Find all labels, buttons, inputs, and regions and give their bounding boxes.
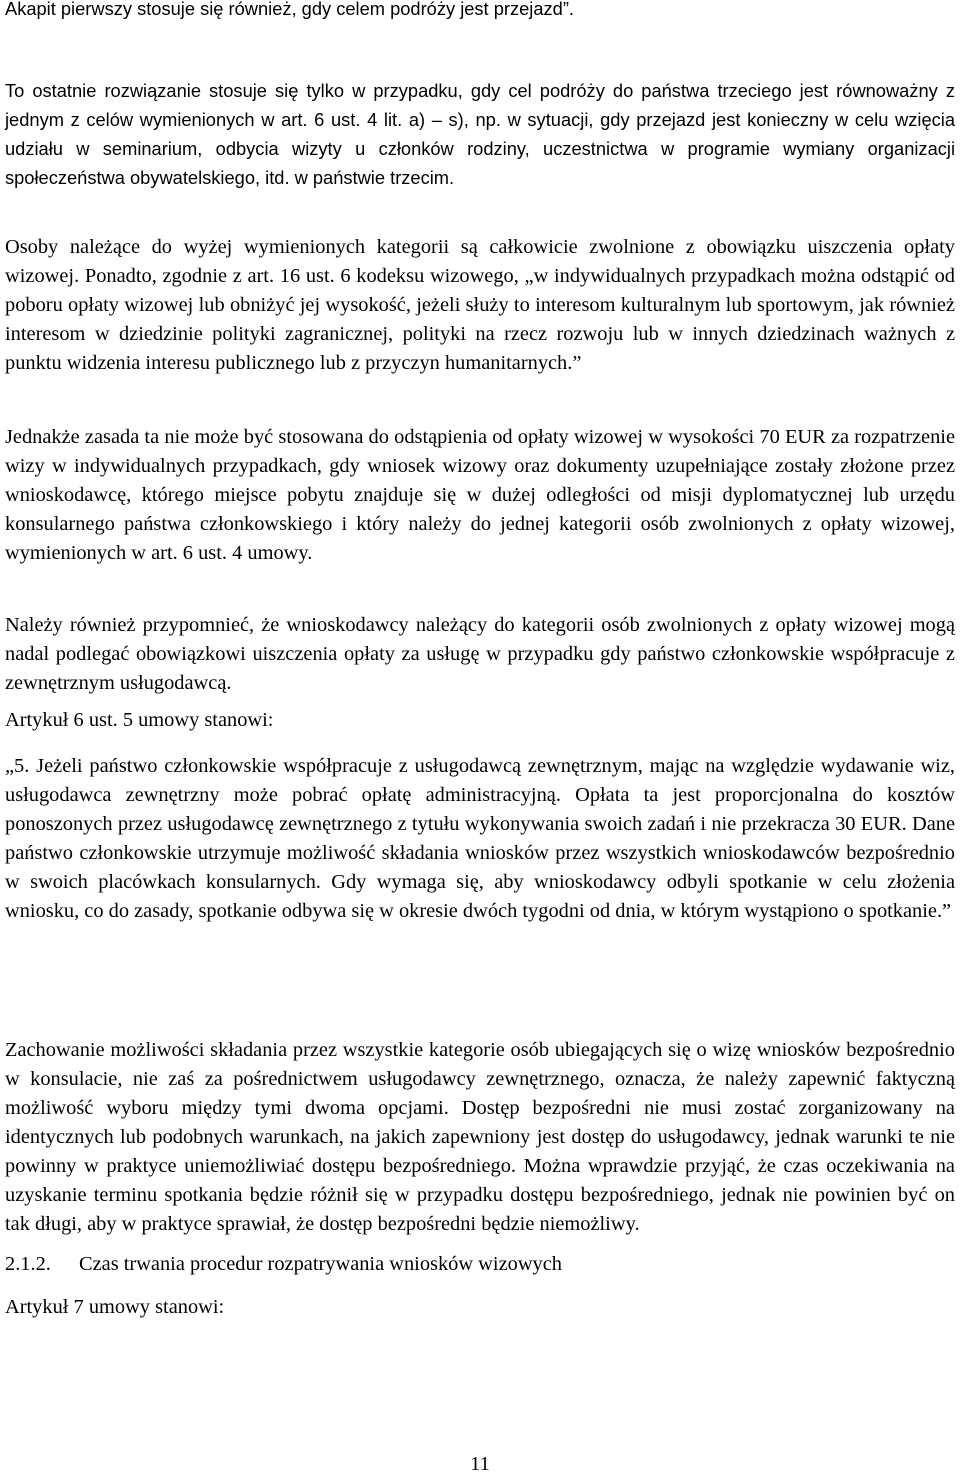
- paragraph-direct-access: Zachowanie możliwości składania przez wszystkie kategorie osób ubiegających się o wizę wniosków bezpośrednio w konsulacie, nie zaś za pośrednictwem usługodawcy zewnętrznego, oznacza, że należy zapewnić faktyczną możliwość wyboru między tymi dwoma opcjami. Dostęp bezpośredni nie musi zostać zorganizowany na identycznych lub podobnych warunkach, na jakich zapewniony jest dostęp do usługodawcy, jednak warunki te nie powinny w praktyce uniemożliwiać dostępu bezpośredniego. Można wprawdzie przyjąć, że czas oczekiwania na uzyskanie terminu spotkania będzie różnił się w przypadku dostępu bezpośredniego, jednak nie powinien być on tak długi, aby w praktyce sprawiał, że dostęp bezpośredni będzie niemożliwy.: [5, 1039, 955, 1235]
- paragraph-article-6-intro: Artykuł 6 ust. 5 umowy stanowi:: [5, 709, 274, 731]
- section-heading: [5, 1250, 955, 1279]
- paragraph-article-7-intro: Artykuł 7 umowy stanowi:: [5, 1296, 225, 1318]
- paragraph-service-fee: Należy również przypomnieć, że wnioskodawcy należący do kategorii osób zwolnionych z opłaty wizowej mogą nadal podlegać obowiązkowi uiszczenia opłaty za usługę w przypadku gdy państwo członkowskie współpracuje z zewnętrznym usługodawcą.: [5, 614, 955, 694]
- section-number: 2.1.2.: [5, 1253, 51, 1275]
- page-number: 11: [470, 1453, 490, 1475]
- paragraph-fee-exemption: Osoby należące do wyżej wymienionych kategorii są całkowicie zwolnione z obowiązku uiszczenia opłaty wizowej. Ponadto, zgodnie z art. 16 ust. 6 kodeksu wizowego, „w indywidualnych przypadkach można odstąpić od poboru opłaty wizowej lub obniżyć jej wysokość, jeżeli służy to interesom kulturalnym lub sportowym, jak również interesom w dziedzinie polityki zagranicznej, polityki na rzecz rozwoju lub w innych dziedzinach ważnych z punktu widzenia interesu publicznego lub z przyczyn humanitarnych.”: [5, 236, 955, 374]
- section-title: Czas trwania procedur rozpatrywania wniosków wizowych: [79, 1253, 562, 1275]
- paragraph-travel-purpose: To ostatnie rozwiązanie stosuje się tylko w przypadku, gdy cel podróży do państwa trzeciego jest równoważny z jednym z celów wymienionych w art. 6 ust. 4 lit. a) – s), np. w sytuacji, gdy przejazd jest konieczny w celu wzięcia udziału w seminarium, odbycia wizyty u członków rodziny, uczestnictwa w programie wymiany organizacji społeczeństwa obywatelskiego, itd. w państwie trzecim.: [5, 80, 955, 188]
- paragraph-transit-clause: Akapit pierwszy stosuje się również, gdy celem podróży jest przejazd”.: [5, 0, 574, 19]
- paragraph-fee-waiver-limit: Jednakże zasada ta nie może być stosowana do odstąpienia od opłaty wizowej w wysokości 70 EUR za rozpatrzenie wizy w indywidualnych przypadkach, gdy wniosek wizowy oraz dokumenty uzupełniające zostały złożone przez wnioskodawcę, którego miejsce pobytu znajduje się w dużej odległości od misji dyplomatycznej lub urzędu konsularnego państwa członkowskiego i który należy do jednej kategorii osób zwolnionych z opłaty wizowej, wymienionych w art. 6 ust. 4 umowy.: [5, 426, 955, 564]
- paragraph-article-6-quote: „5. Jeżeli państwo członkowskie współpracuje z usługodawcą zewnętrznym, mając na względzie wydawanie wiz, usługodawca zewnętrzny może pobrać opłatę administracyjną. Opłata ta jest proporcjonalna do kosztów ponoszonych przez usługodawcę zewnętrznego z tytułu wykonywania swoich zadań i nie przekracza 30 EUR. Dane państwo członkowskie utrzymuje możliwość składania wniosków przez wszystkich wnioskodawców bezpośrednio w swoich placówkach konsularnych. Gdy wymaga się, aby wnioskodawcy odbyli spotkanie w celu złożenia wniosku, co do zasady, spotkanie odbywa się w okresie dwóch tygodni od dnia, w którym wystąpiono o spotkanie.”: [5, 755, 955, 922]
